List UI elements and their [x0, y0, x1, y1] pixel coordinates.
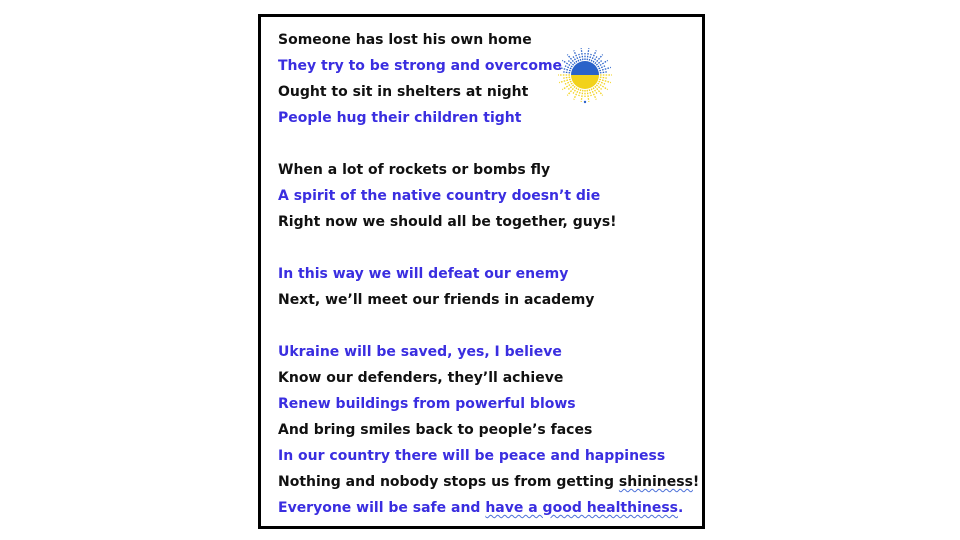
sun-ray [599, 79, 611, 82]
line-text: Nothing and nobody stops us from getting [278, 474, 619, 490]
sun-ray [587, 48, 589, 60]
spellcheck-marked-word[interactable]: shininess [618, 474, 693, 490]
sun-ray [573, 88, 577, 94]
poem-line: Ought to sit in shelters at night [278, 84, 529, 100]
sun-ray [559, 67, 571, 70]
sun-ray [598, 60, 608, 66]
poem-line: In our country there will be peace and happiness [278, 448, 666, 464]
poem-line: Right now we should all be together, guys! [278, 214, 617, 230]
sun-ray [599, 67, 611, 70]
sun-ray [562, 60, 572, 66]
line-text: ! [692, 474, 700, 490]
line-text: . [678, 500, 684, 516]
poem-frame [258, 14, 705, 529]
poem-line: And bring smiles back to people’s faces [278, 422, 593, 438]
poem-line: In this way we will defeat our enemy [278, 266, 569, 282]
sun-dot [584, 101, 586, 103]
poem-line: Someone has lost his own home [278, 32, 532, 48]
sun-ray [565, 66, 571, 69]
sun-ray [589, 89, 591, 96]
spellcheck-marked-phrase[interactable]: have a good healthiness [485, 500, 679, 516]
sun-ray [593, 56, 597, 62]
sun-ray [579, 54, 581, 61]
poem-line: Ukraine will be saved, yes, I believe [278, 344, 562, 360]
sun-ray [581, 90, 583, 102]
poem-line [278, 499, 683, 517]
sun-ray [600, 72, 607, 73]
sun-ray [589, 54, 591, 61]
sun-ray [563, 72, 570, 73]
poem-line: Next, we’ll meet our friends in academy [278, 292, 595, 308]
sun-ray [579, 89, 581, 96]
sun-ray [573, 56, 577, 62]
sun-ray [581, 48, 583, 60]
sun-ray [587, 90, 589, 102]
sun-ray [598, 83, 608, 89]
sun-ray [563, 77, 570, 78]
poem-line: Know our defenders, they’ll achieve [278, 370, 564, 386]
poem-line: When a lot of rockets or bombs fly [278, 162, 551, 178]
line-text: Everyone will be safe and [278, 500, 486, 516]
ukrainian-sun-icon [555, 41, 615, 105]
sun-ray [562, 83, 572, 89]
poem-line: Renew buildings from powerful blows [278, 396, 576, 412]
sun-ray [565, 81, 571, 84]
poem-line [278, 473, 699, 491]
sun-ray [559, 79, 571, 82]
poem-line: People hug their children tight [278, 110, 522, 126]
sun-ray [593, 88, 597, 94]
poem-line: A spirit of the native country doesn’t die [278, 188, 601, 204]
sun-ray [599, 81, 605, 84]
poem-line: They try to be strong and overcome [278, 58, 563, 74]
sun-ray [600, 77, 607, 78]
sun-ray [599, 66, 605, 69]
